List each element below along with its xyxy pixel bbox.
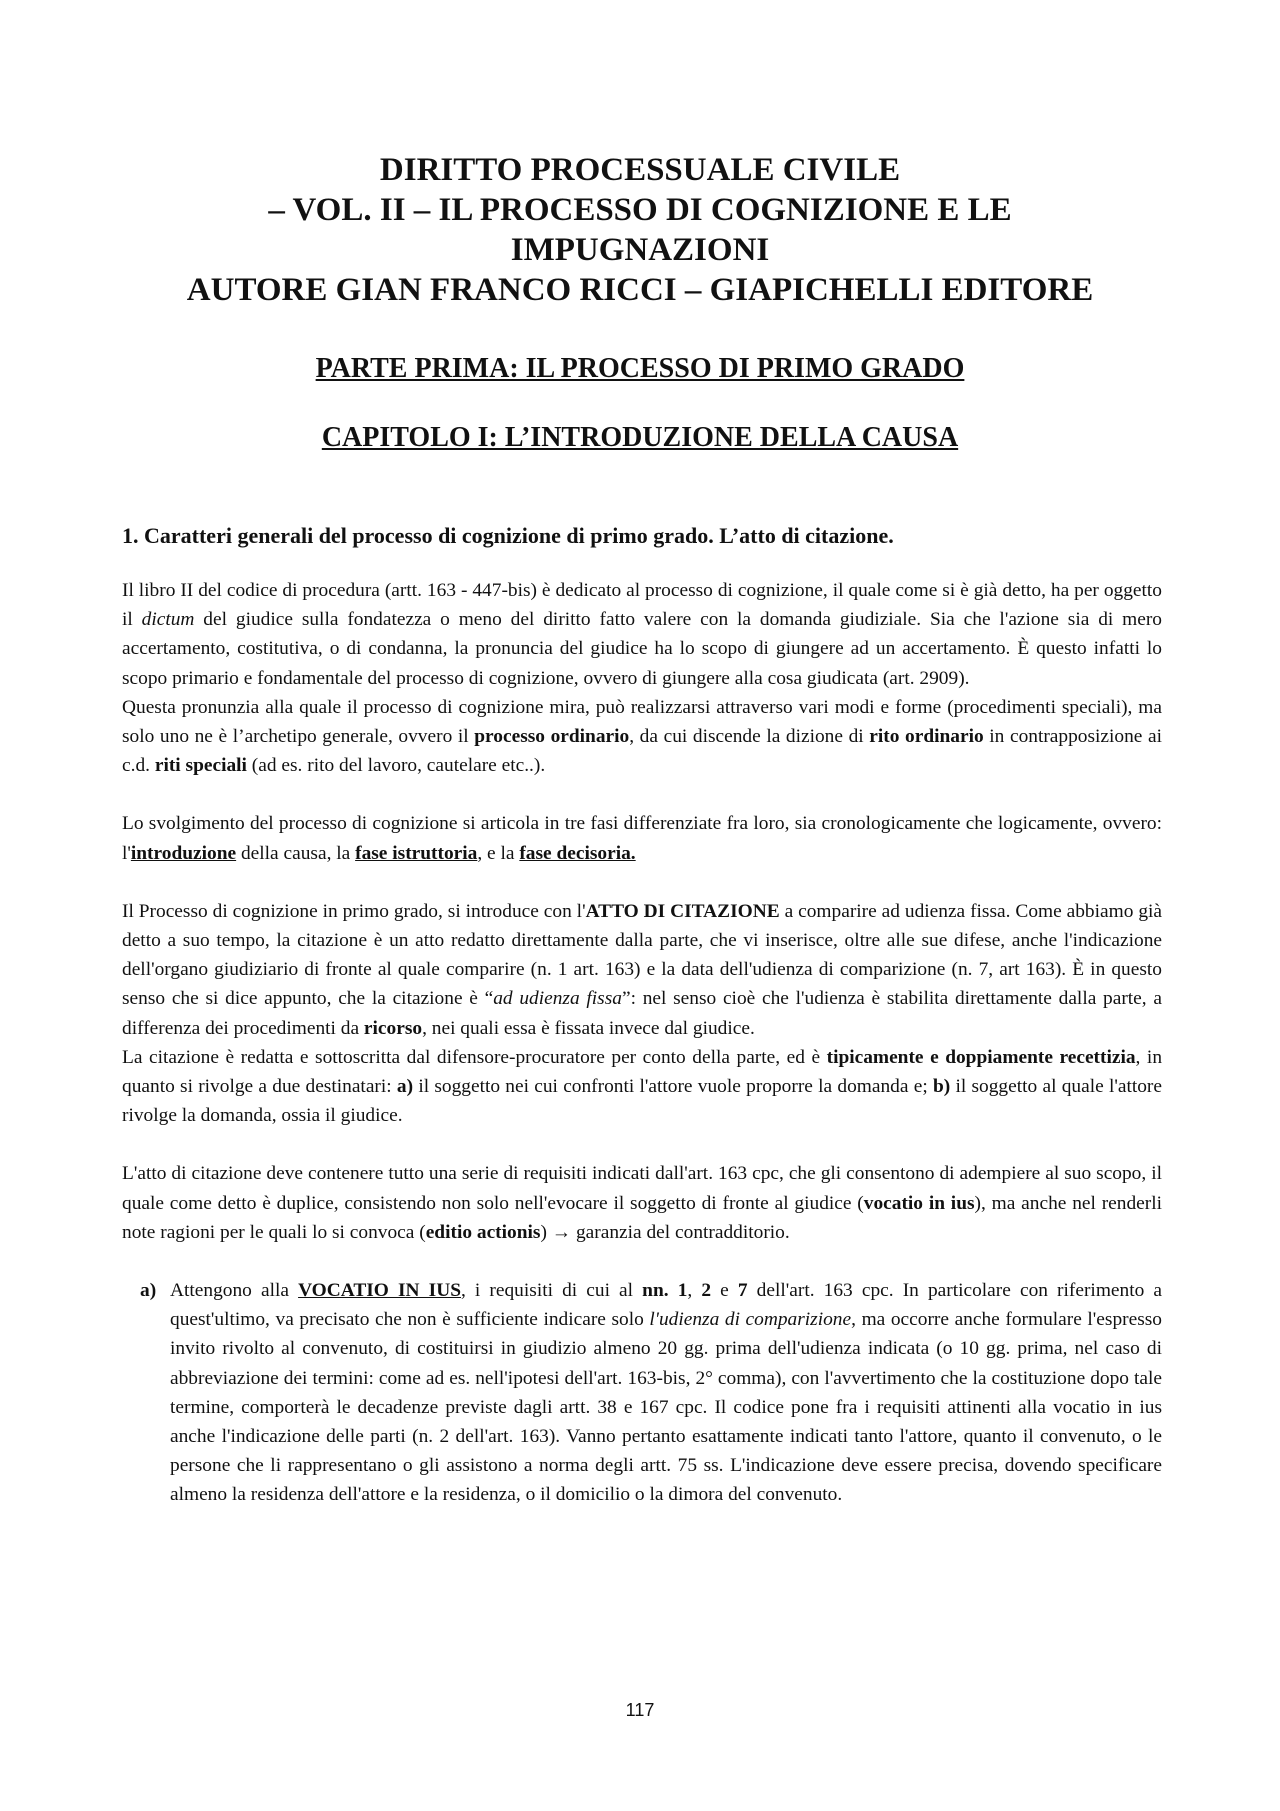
p6-text-c: ) → garanzia del contradditorio. [540, 1221, 790, 1243]
p3-text-b: della causa, la [236, 842, 356, 864]
p2-riti-speciali: riti speciali [154, 755, 247, 777]
p2-rito-ordinario: rito ordinario [869, 726, 984, 748]
item-a-n2: 2 [701, 1280, 712, 1302]
paragraph-gap [122, 1130, 1162, 1159]
paragraph-gap [122, 868, 1162, 897]
page-number: 117 [625, 1700, 655, 1720]
section-heading: 1. Caratteri generali del processo di cognizione di primo grado. L’atto di citazione. [122, 523, 894, 548]
p6-text-b: ), ma anche nel renderli note ragioni per le quali lo si convoca ( [122, 1192, 1162, 1243]
paragraph-gap [122, 1247, 1162, 1276]
p4-ad-udienza-fissa: ad udienza fissa [493, 988, 622, 1010]
p5-marker-b: b) [932, 1076, 951, 1098]
item-a-n7: 7 [737, 1280, 748, 1302]
document-title [150, 150, 1130, 310]
p5-text-a: La citazione è redatta e sottoscritta dal difensore-procuratore per conto della parte, ed è [122, 1046, 827, 1068]
title-line-2: – VOL. II – IL PROCESSO DI COGNIZIONE E LE [268, 192, 1012, 228]
p4-atto-di-citazione: ATTO DI CITAZIONE [585, 900, 780, 922]
p3-fase-istruttoria: fase istruttoria [355, 842, 478, 864]
p2-text-c: in contrapposizione ai c.d. [122, 726, 1163, 777]
paragraph-1 [122, 576, 1162, 693]
p4-text-a: Il Processo di cognizione in primo grado, si introduce con l' [122, 900, 586, 922]
paragraph-2 [122, 693, 1162, 781]
p5-marker-a: a) [396, 1076, 414, 1098]
p2-text-b: , da cui discende la dizione di [629, 726, 870, 748]
p1-text-a: Il libro II del codice di procedura (artt. 163 - 447-bis) è dedicato al processo di cognizione, il quale come si è già detto, ha per oggetto il [122, 580, 1162, 631]
p4-text-c: ”: nel senso cioè che l'udienza è stabilita direttamente dalla parte, a differenza dei procedimenti da [122, 988, 1162, 1039]
list-item-a [122, 1276, 1162, 1510]
paragraph-3 [122, 809, 1162, 867]
paragraph-gap [122, 780, 1162, 809]
paragraph-5 [122, 1043, 1162, 1131]
p5-text-b: , in quanto si rivolge a due destinatari: [122, 1046, 1163, 1098]
item-a-and: e [711, 1280, 738, 1302]
p1-dictum: dictum [141, 609, 195, 631]
p5-text-c: il soggetto nei cui confronti l'attore vuole proporre la domanda e; [413, 1076, 933, 1098]
p4-ricorso: ricorso [363, 1017, 423, 1039]
list-marker-a: a) [140, 1280, 157, 1302]
p6-editio-actionis: editio actionis [425, 1221, 541, 1243]
item-a-nn1: nn. 1 [642, 1280, 688, 1302]
list-content-a [170, 1276, 1162, 1510]
title-line-1: DIRITTO PROCESSUALE CIVILE [379, 152, 901, 188]
p3-fase-decisoria: fase decisoria. [519, 842, 636, 864]
p4-text-d: , nei quali essa è fissata invece dal giudice. [422, 1017, 755, 1039]
item-a-text-b: , i requisiti di cui al [460, 1280, 643, 1302]
item-a-text-a: Attengono alla [170, 1280, 299, 1302]
p3-introduzione: introduzione [130, 842, 237, 864]
p5-tipicamente: tipicamente e doppiamente recettizia [826, 1046, 1136, 1068]
paragraph-4 [122, 897, 1162, 1043]
item-a-text-d: , ma occorre anche formulare l'espresso invito rivolto al convenuto, di costituirsi in giudizio almeno 20 gg. prima dell'udienza indicata (o 10 gg. prima, nel caso di abbreviazione dei termini: come ad es. nell'ipotesi dell'art. 163-bis, 2° comma), con l'avvertimento che la costituzione dopo tale termine, comporterà le decadenze previste dagli artt. 38 e 167 cpc. Il codice pone fra i requisiti attinenti alla vocatio in ius anche l'indicazione delle parti (n. 2 dell'art. 163). Vanno pertanto esattamente indicati tanto l'attore, quanto il convenuto, o le persone che li rappresentano o gli assistono a norma degli artt. 75 ss. L'indicazione deve essere precisa, dovendo specificare almeno la residenza dell'attore e la residenza, o il domicilio o la dimora del convenuto. [170, 1309, 1163, 1506]
title-line-4: AUTORE GIAN FRANCO RICCI – GIAPICHELLI EDITORE [186, 272, 1094, 308]
p3-text-a: Lo svolgimento del processo di cognizione si articola in tre fasi differenziate fra loro, sia cronologicamente che logicamente, ovvero: l' [122, 813, 1162, 864]
p1-text-b: del giudice sulla fondatezza o meno del diritto fatto valere con la domanda giudiziale. Sia che l'azione sia di mero accertamento, costitutiva, o di condanna, la pronuncia del giudice ha lo scopo di giungere ad un accertamento. È questo infatti lo scopo primario e fondamentale del processo di cognizione, ovvero di giungere alla cosa giudicata (art. 2909). [122, 609, 1162, 689]
p5-text-d: il soggetto al quale l'attore rivolge la domanda, ossia il giudice. [122, 1076, 1162, 1127]
item-a-text-c: dell'art. 163 cpc. In particolare con riferimento a quest'ultimo, va precisato che non è sufficiente indicare solo [170, 1280, 1162, 1331]
chapter-heading: CAPITOLO I: L’INTRODUZIONE DELLA CAUSA [321, 422, 959, 453]
title-line-3: IMPUGNAZIONI [510, 232, 770, 268]
item-a-vocatio: VOCATIO IN IUS [298, 1280, 461, 1302]
p6-vocatio-in-ius: vocatio in ius [863, 1192, 975, 1214]
p6-text-a: L'atto di citazione deve contenere tutto una serie di requisiti indicati dall'art. 163 cpc, che gli consentono di adempiere al suo scopo, il quale come detto è duplice, consistendo non solo nell'evocare il soggetto di fronte al giudice ( [122, 1163, 1162, 1214]
paragraph-6 [122, 1159, 1162, 1247]
p2-text-a: Questa pronunzia alla quale il processo di cognizione mira, può realizzarsi attraverso vari modi e forme (procedimenti speciali), ma solo uno ne è l’archetipo generale, ovvero il [122, 696, 1162, 748]
p2-text-d: (ad es. rito del lavoro, cautelare etc..). [246, 755, 546, 777]
p2-processo-ordinario: processo ordinario [474, 726, 630, 748]
item-a-comma: , [687, 1280, 702, 1302]
p3-text-c: , e la [477, 842, 520, 864]
part-heading: PARTE PRIMA: IL PROCESSO DI PRIMO GRADO [315, 353, 965, 384]
p4-text-b: a comparire ad udienza fissa. Come abbiamo già detto a suo tempo, la citazione è un atto redatto direttamente dalla parte, che vi inserisce, oltre alle sue difese, anche l'indicazione dell'organo giudiziario di fronte al quale comparire (n. 1 art. 163) e la data dell'udienza di comparizione (n. 7, art 163). È in questo senso che si dice appunto, che la citazione è “ [122, 900, 1163, 1010]
body-text [122, 576, 1162, 1510]
item-a-udienza: l'udienza di comparizione [649, 1309, 852, 1331]
